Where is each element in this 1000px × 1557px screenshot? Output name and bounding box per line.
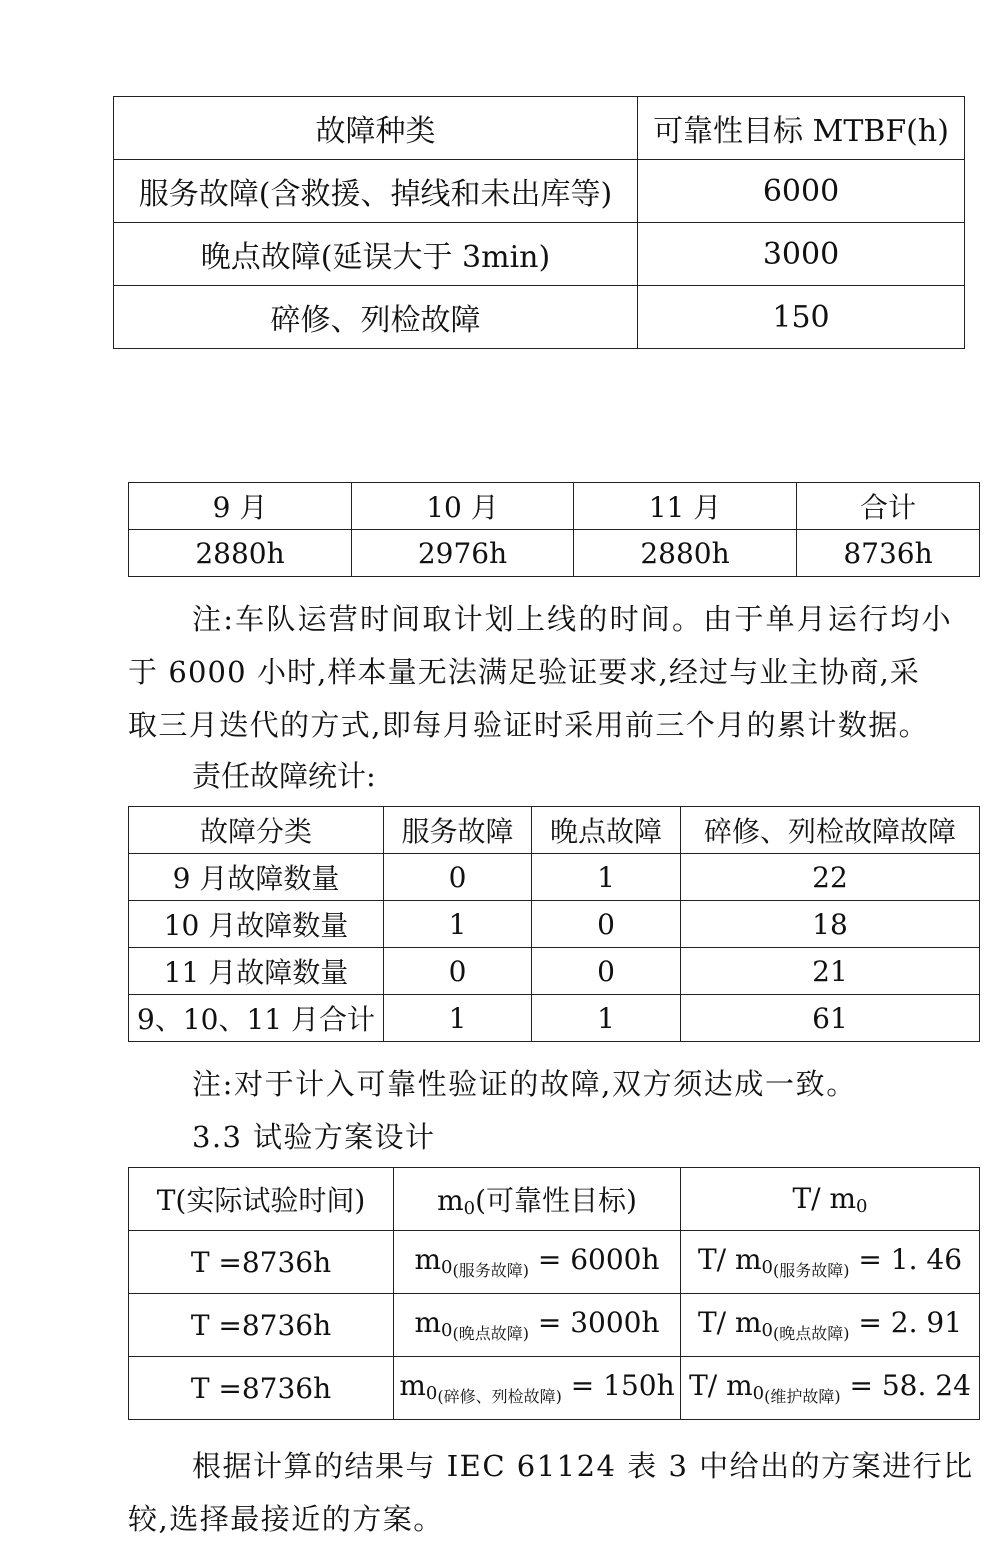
table-row: [129, 948, 980, 995]
operating-time-table: [128, 482, 980, 577]
cell-count: 18: [681, 901, 980, 948]
header-month: 11 月: [574, 483, 797, 530]
header-mtbf: 可靠性目标 MTBF(h): [638, 97, 965, 160]
cell-time: T =8736h: [129, 1231, 394, 1294]
table-row: [114, 223, 965, 286]
fault-statistics-table: [128, 806, 980, 1042]
table-header-row: [129, 807, 980, 854]
cell-count: 0: [384, 948, 532, 995]
cell-month: 9、10、11 月合计: [129, 995, 384, 1042]
note-line: 注:车队运营时间取计划上线的时间。由于单月运行均小: [192, 602, 953, 636]
cell-time: T =8736h: [129, 1294, 394, 1357]
cell-count: 1: [384, 995, 532, 1042]
cell-mtbf: 150: [638, 286, 965, 349]
cell-count: 21: [681, 948, 980, 995]
cell-target: $m_{0(碎修、列检故障)} = 150h$: [394, 1357, 681, 1420]
conclusion-line: 较,选择最接近的方案。: [128, 1502, 444, 1536]
header-ratio: T/ $m_0$: [681, 1168, 980, 1231]
cell-count: 0: [532, 901, 681, 948]
cell-fault-type: 碎修、列检故障: [114, 286, 638, 349]
header-category: 故障分类: [129, 807, 384, 854]
cell-target: $m_{0(晚点故障)} = 3000h$: [394, 1294, 681, 1357]
table-header-row: [114, 97, 965, 160]
table-row: [129, 854, 980, 901]
note-line: 取三月迭代的方式,即每月验证时采用前三个月的累计数据。: [128, 708, 930, 742]
mtbf-target-table: [113, 96, 965, 349]
cell-ratio: T/ $m_{0(服务故障)} = 1$. 46: [681, 1231, 980, 1294]
cell-hours: 2976h: [352, 530, 574, 577]
cell-count: 1: [384, 901, 532, 948]
cell-count: 61: [681, 995, 980, 1042]
cell-time: T =8736h: [129, 1357, 394, 1420]
cell-ratio: T/ $m_{0(晚点故障)} = 2$. 91: [681, 1294, 980, 1357]
cell-hours: 2880h: [574, 530, 797, 577]
table-header-row: [129, 1168, 980, 1231]
cell-mtbf: 3000: [638, 223, 965, 286]
header-reliability-target: $m_0$(可靠性目标): [394, 1168, 681, 1231]
stat-title: 责任故障统计:: [192, 759, 376, 793]
header-delay-fault: 晚点故障: [532, 807, 681, 854]
header-total: 合计: [797, 483, 980, 530]
cell-hours: 8736h: [797, 530, 980, 577]
header-month: 9 月: [129, 483, 352, 530]
cell-month: 10 月故障数量: [129, 901, 384, 948]
cell-hours: 2880h: [129, 530, 352, 577]
cell-month: 9 月故障数量: [129, 854, 384, 901]
table-row: [114, 160, 965, 223]
cell-count: 0: [532, 948, 681, 995]
cell-fault-type: 服务故障(含救援、掉线和未出库等): [114, 160, 638, 223]
note-line: 于 6000 小时,样本量无法满足验证要求,经过与业主协商,采: [128, 655, 920, 689]
header-actual-time: T(实际试验时间): [129, 1168, 394, 1231]
header-month: 10 月: [352, 483, 574, 530]
cell-count: 1: [532, 854, 681, 901]
table-header-row: [129, 483, 980, 530]
table-row: [129, 1294, 980, 1357]
header-service-fault: 服务故障: [384, 807, 532, 854]
test-plan-table: [128, 1167, 980, 1420]
table-row: [129, 901, 980, 948]
header-fault-type: 故障种类: [114, 97, 638, 160]
cell-month: 11 月故障数量: [129, 948, 384, 995]
cell-count: 0: [384, 854, 532, 901]
note-2: 注:对于计入可靠性验证的故障,双方须达成一致。: [192, 1067, 857, 1101]
cell-target: $m_{0(服务故障)} = 6000h$: [394, 1231, 681, 1294]
section-title: 3.3 试验方案设计: [192, 1120, 436, 1154]
cell-count: 22: [681, 854, 980, 901]
table-row: [129, 530, 980, 577]
table-row: [129, 1231, 980, 1294]
table-row: [129, 995, 980, 1042]
conclusion-line: 根据计算的结果与 IEC 61124 表 3 中给出的方案进行比: [192, 1449, 974, 1483]
cell-mtbf: 6000: [638, 160, 965, 223]
cell-ratio: T/ $m_{0(维护故障)} = 58$. 24: [681, 1357, 980, 1420]
cell-fault-type: 晚点故障(延误大于 3min): [114, 223, 638, 286]
header-repair-fault: 碎修、列检故障故障: [681, 807, 980, 854]
cell-count: 1: [532, 995, 681, 1042]
table-row: [129, 1357, 980, 1420]
table-row: [114, 286, 965, 349]
